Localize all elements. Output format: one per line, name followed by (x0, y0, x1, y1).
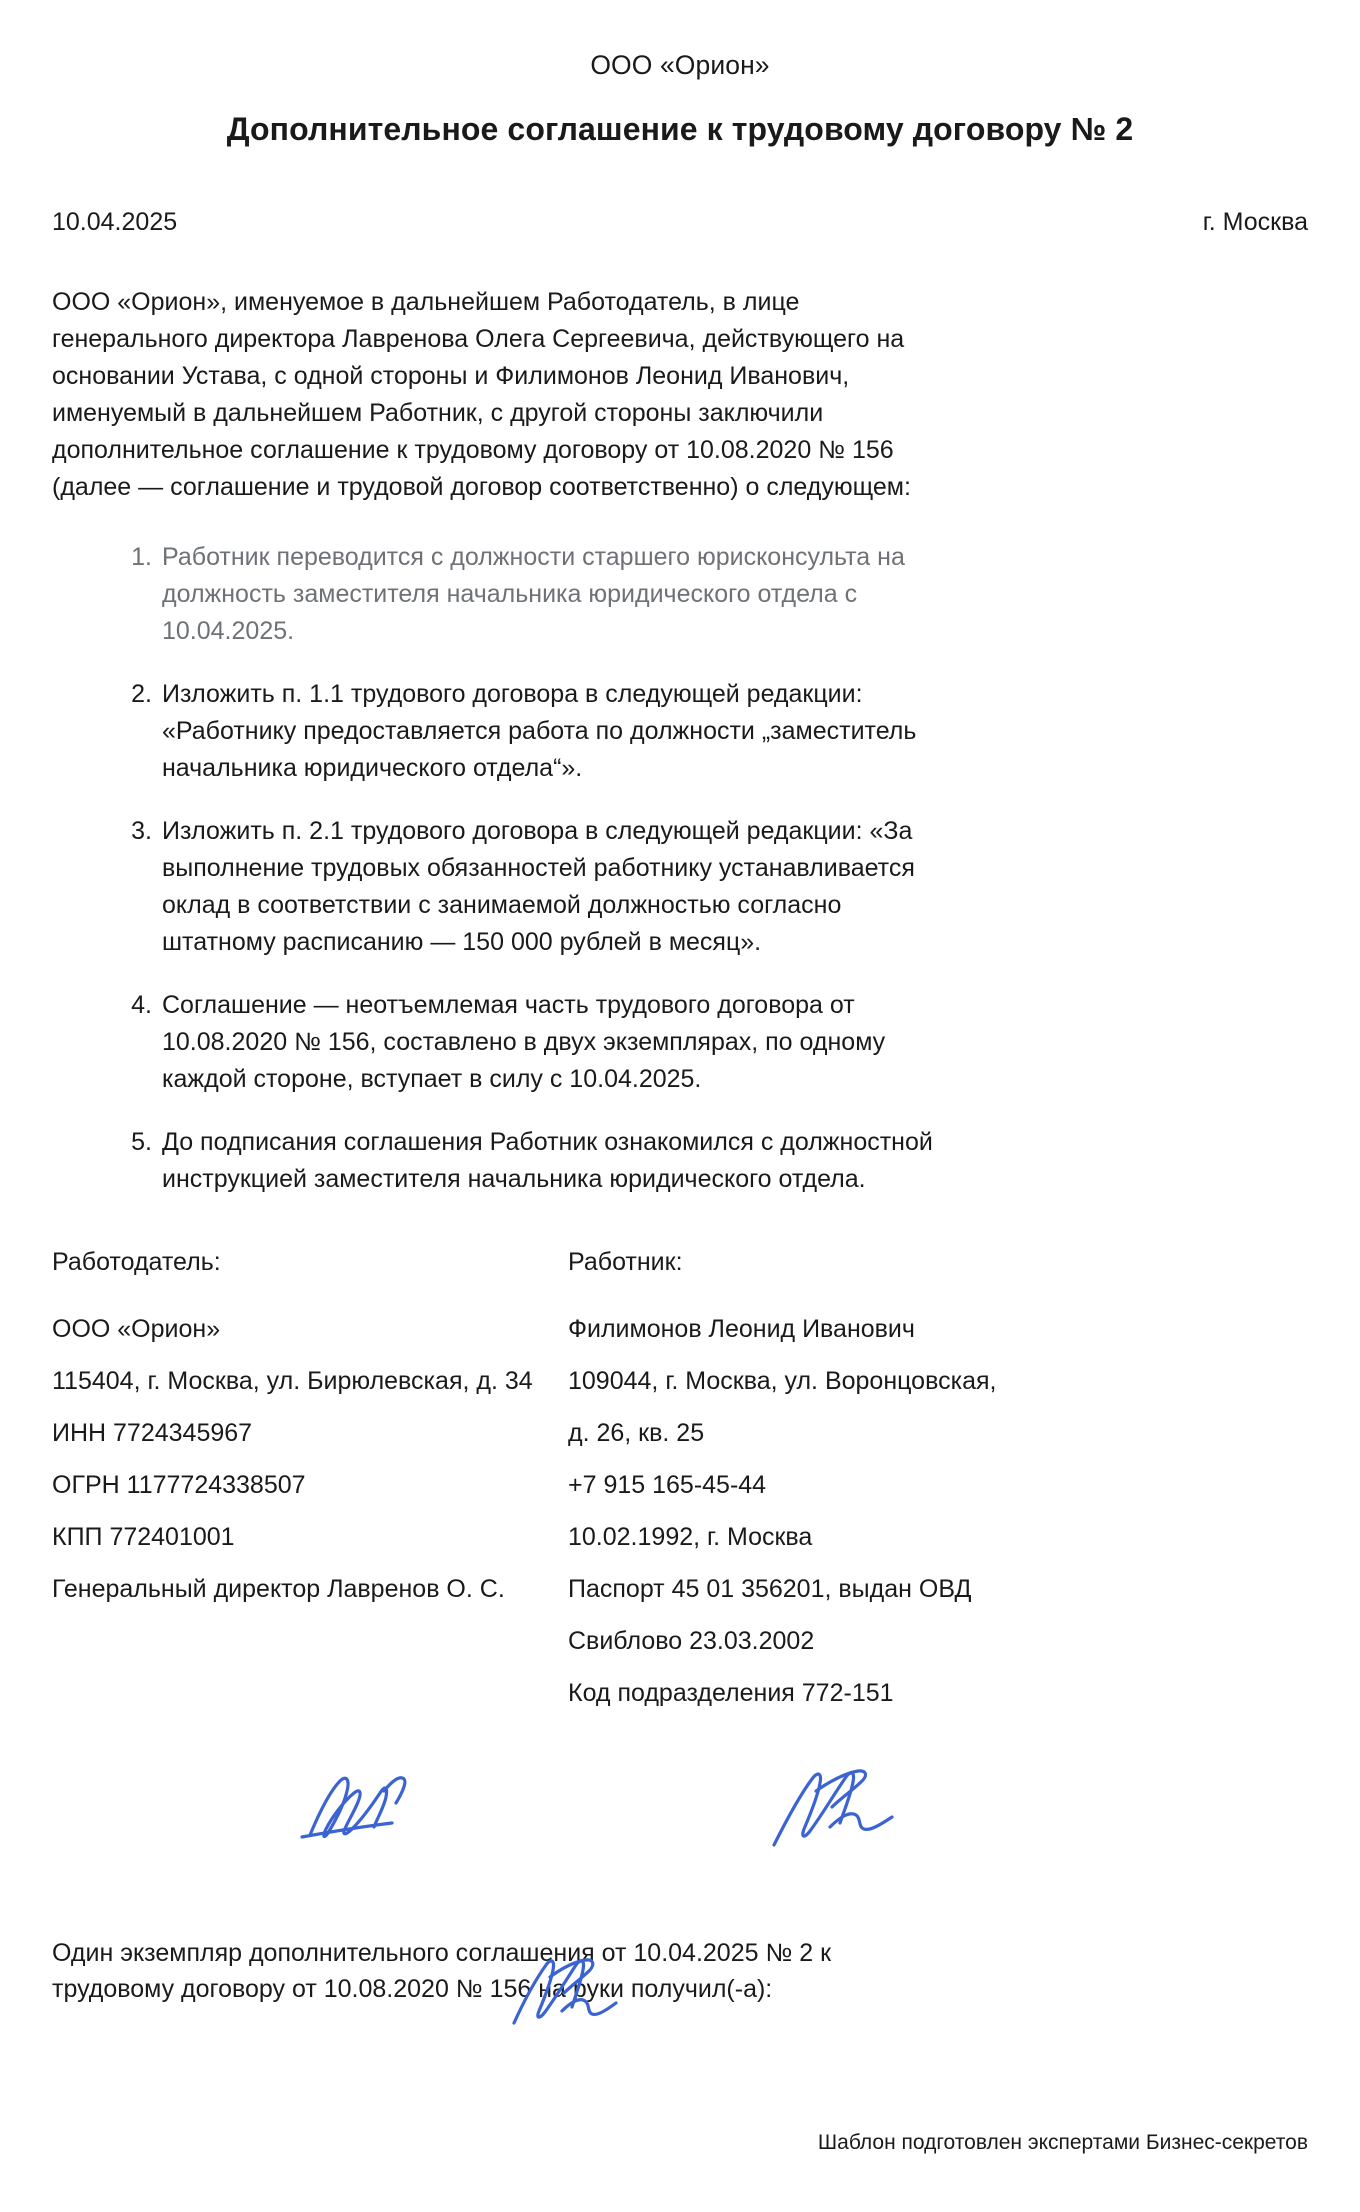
employee-signature-icon (760, 1761, 910, 1853)
employee-line: Филимонов Леонид Иванович (568, 1314, 915, 1343)
signature-marks-row (52, 1761, 992, 1881)
employee-line: д. 26, кв. 25 (568, 1418, 705, 1447)
clause-item (118, 539, 957, 650)
employee-line: +7 915 165-45-44 (568, 1470, 767, 1499)
employer-column (52, 1247, 533, 1733)
document-date: 10.04.2025 (52, 208, 178, 237)
employee-line: 10.02.1992, г. Москва (568, 1522, 813, 1551)
page-title: Дополнительное соглашение к трудовому договору № 2 (226, 111, 1134, 148)
employee-line: 109044, г. Москва, ул. Воронцовская, (568, 1366, 997, 1395)
clause-list (52, 539, 957, 1198)
clause-item (118, 813, 957, 961)
intro-paragraph: ООО «Орион», именуемое в дальнейшем Работодатель, в лице генерального директора Лавренова Олега Сергеевича, действующего на основании Устава, с одной стороны и Филимонов Леонид Иванович, именуемый в дальнейшем Работник, с другой стороны заключили дополнительное соглашение к трудовому договору от 10.08.2020 № 156 (далее — соглашение и трудовой договор соответственно) о следующем: (52, 287, 911, 501)
employer-signature-icon (300, 1765, 430, 1849)
employer-line: ООО «Орион» (52, 1314, 221, 1343)
receipt-text: Один экземпляр дополнительного соглашения от 10.04.2025 № 2 к трудовому договору от 10.08.2020 № 156 на руки получил(-а): (52, 1938, 832, 2003)
clause-item (118, 1124, 957, 1198)
clause-item (118, 676, 957, 787)
employer-line: КПП 772401001 (52, 1522, 235, 1551)
employer-line: ОГРН 1177724338507 (52, 1470, 306, 1499)
organization-name: ООО «Орион» (590, 50, 770, 80)
clause-item (118, 987, 957, 1098)
clause-text: Соглашение — неотъемлемая часть трудового договора от 10.08.2020 № 156, составлено в двух экземплярах, по одному каждой стороне, вступает в силу с 10.04.2025. (162, 990, 886, 1093)
footer-note: Шаблон подготовлен экспертами Бизнес-секретов (817, 2130, 1308, 2154)
date-city-row (52, 206, 1308, 239)
clause-text: Изложить п. 1.1 трудового договора в следующей редакции: «Работнику предоставляется работа по должности „заместитель начальника юридического отдела“». (162, 679, 917, 782)
employer-line: Генеральный директор Лавренов О. С. (52, 1574, 505, 1603)
clause-text: До подписания соглашения Работник ознакомился с должностной инструкцией заместителя начальника юридического отдела. (162, 1127, 933, 1193)
employer-line: ИНН 7724345967 (52, 1418, 253, 1447)
clause-text: Изложить п. 2.1 трудового договора в следующей редакции: «За выполнение трудовых обязанностей работнику устанавливается оклад в соответствии с занимаемой должностью согласно штатному расписанию — 150 000 рублей в месяц». (162, 816, 915, 956)
employee-heading: Работник: (568, 1247, 683, 1276)
clause-text: Работник переводится с должности старшего юрисконсульта на должность заместителя начальника юридического отдела с 10.04.2025. (162, 542, 905, 645)
employee-line: Код подразделения 772-151 (568, 1678, 894, 1707)
employer-heading: Работодатель: (52, 1247, 221, 1276)
receipt-paragraph (52, 1935, 957, 2008)
employee-column (522, 1247, 997, 1733)
employee-line: Свиблово 23.03.2002 (568, 1626, 815, 1655)
employer-line: 115404, г. Москва, ул. Бирюлевская, д. 34 (52, 1366, 533, 1395)
signature-block (52, 1247, 997, 1733)
employee-line: Паспорт 45 01 356201, выдан ОВД (568, 1574, 972, 1603)
document-city: г. Москва (1202, 208, 1308, 237)
